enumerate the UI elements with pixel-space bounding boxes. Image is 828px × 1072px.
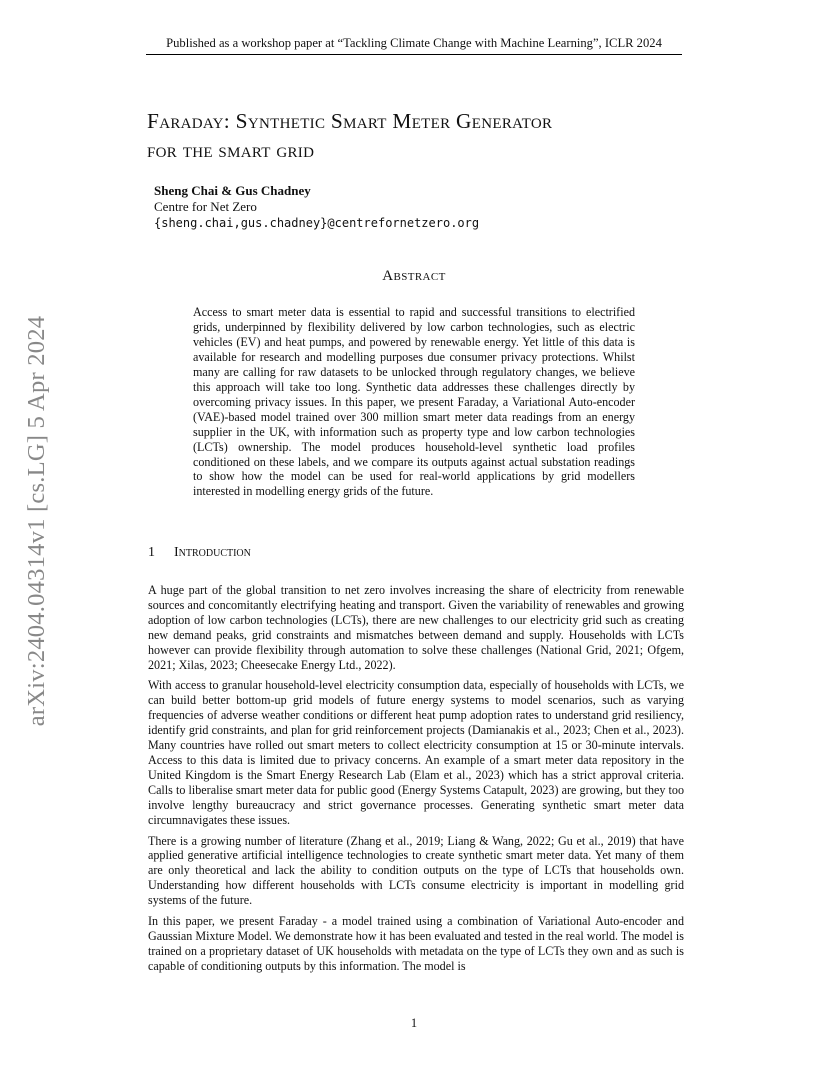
paragraph: With access to granular household-level electricity consumption data, especially of households with LCTs, we can build better bottom-up grid models of future energy systems to model scenarios, such as varying frequencies of adverse weather conditions or different heat pump adoption rates to understand grid resiliency, identify grid constraints, and plan for grid reinforcement projects (Damianakis et al., 2023; Chen et al., 2023). Many countries have rolled out smart meters to collect electricity consumption at 15 or 30-minute intervals. Access to this data is limited due to privacy concerns. An example of a smart meter data repository in the United Kingdom is the Smart Energy Research Lab (Elam et al., 2023) which has a strict approval criteria. Calls to liberalise smart meter data for public good (Energy Systems Catapult, 2023) are growing, but they too involve lengthy bureaucracy and strict governance processes. Generating synthetic smart meter data circumnavigates these issues. [148, 678, 684, 827]
abstract-text: Access to smart meter data is essential to rapid and successful transitions to electrified grids, underpinned by flexibility delivered by low carbon technologies, such as electric vehicles (EV) and heat pumps, and powered by renewable energy. Yet little of this data is available for research and modelling purposes due consumer privacy protections. Whilst many are calling for raw datasets to be unlocked through regulatory changes, we believe this approach will take too long. Synthetic data addresses these challenges directly by overcoming privacy issues. In this paper, we present Faraday, a Variational Auto-encoder (VAE)-based model trained over 300 million smart meter data readings from an energy supplier in the UK, with information such as property type and low carbon technologies (LCTs) ownership. The model produces household-level synthetic load profiles conditioned on these labels, and we compare its outputs against actual substation readings to show how the model can be used for real-world applications by grid modellers interested in modelling energy grids of the future. [193, 305, 635, 499]
arxiv-sidebar-stamp [22, 290, 52, 752]
paragraph: A huge part of the global transition to net zero involves increasing the share of electricity from renewable sources and concomitantly electrifying heating and transport. Given the variability of renewables and growing adoption of low carbon technologies (LCTs), there are new challenges to our electricity grid such as creating new demand peaks, grid constraints and mismatches between demand and supply. Households with LCTs however can provide flexibility through automation to solve these challenges (National Grid, 2021; Ofgem, 2021; Xilas, 2023; Cheesecake Energy Ltd., 2022). [148, 583, 684, 672]
author-names: Sheng Chai & Gus Chadney [154, 183, 311, 198]
header-rule [146, 54, 682, 55]
section-number: 1 [148, 545, 155, 560]
section-title: Introduction [174, 545, 251, 560]
author-email: {sheng.chai,gus.chadney}@centrefornetzero.org [154, 216, 480, 230]
arxiv-identifier: arXiv:2404.04314v1 [cs.LG] 5 Apr 2024 [23, 315, 50, 727]
author-affiliation: Centre for Net Zero [154, 199, 257, 214]
paragraph: In this paper, we present Faraday - a model trained using a combination of Variational Auto-encoder and Gaussian Mixture Model. We demonstrate how it has been evaluated and tested in the real world. The model is trained on a proprietary dataset of UK households with metadata on the type of LCTs they own and as such is capable of conditioning outputs by this information. The model is [148, 914, 684, 973]
introduction-body [148, 583, 684, 980]
page-number: 1 [410, 1016, 418, 1030]
author-block [154, 183, 479, 231]
paper-title [147, 107, 707, 165]
running-header: Published as a workshop paper at “Tackling Climate Change with Machine Learning”, ICLR 2024 [166, 36, 662, 50]
abstract-heading: Abstract [382, 268, 446, 284]
paper-title-line-2: for the smart grid [147, 138, 315, 162]
section-heading-introduction [148, 545, 251, 561]
paragraph: There is a growing number of literature (Zhang et al., 2019; Liang & Wang, 2022; Gu et al., 2019) that have applied generative artificial intelligence technologies to create synthetic smart meter data. Yet many of them are only theoretical and lack the ability to condition outputs on the type of LCTs that households own. Understanding how different households with LCTs consume electricity is important in modelling grid systems of the future. [148, 833, 684, 908]
paper-title-line-1: Faraday: Synthetic Smart Meter Generator [147, 109, 553, 133]
